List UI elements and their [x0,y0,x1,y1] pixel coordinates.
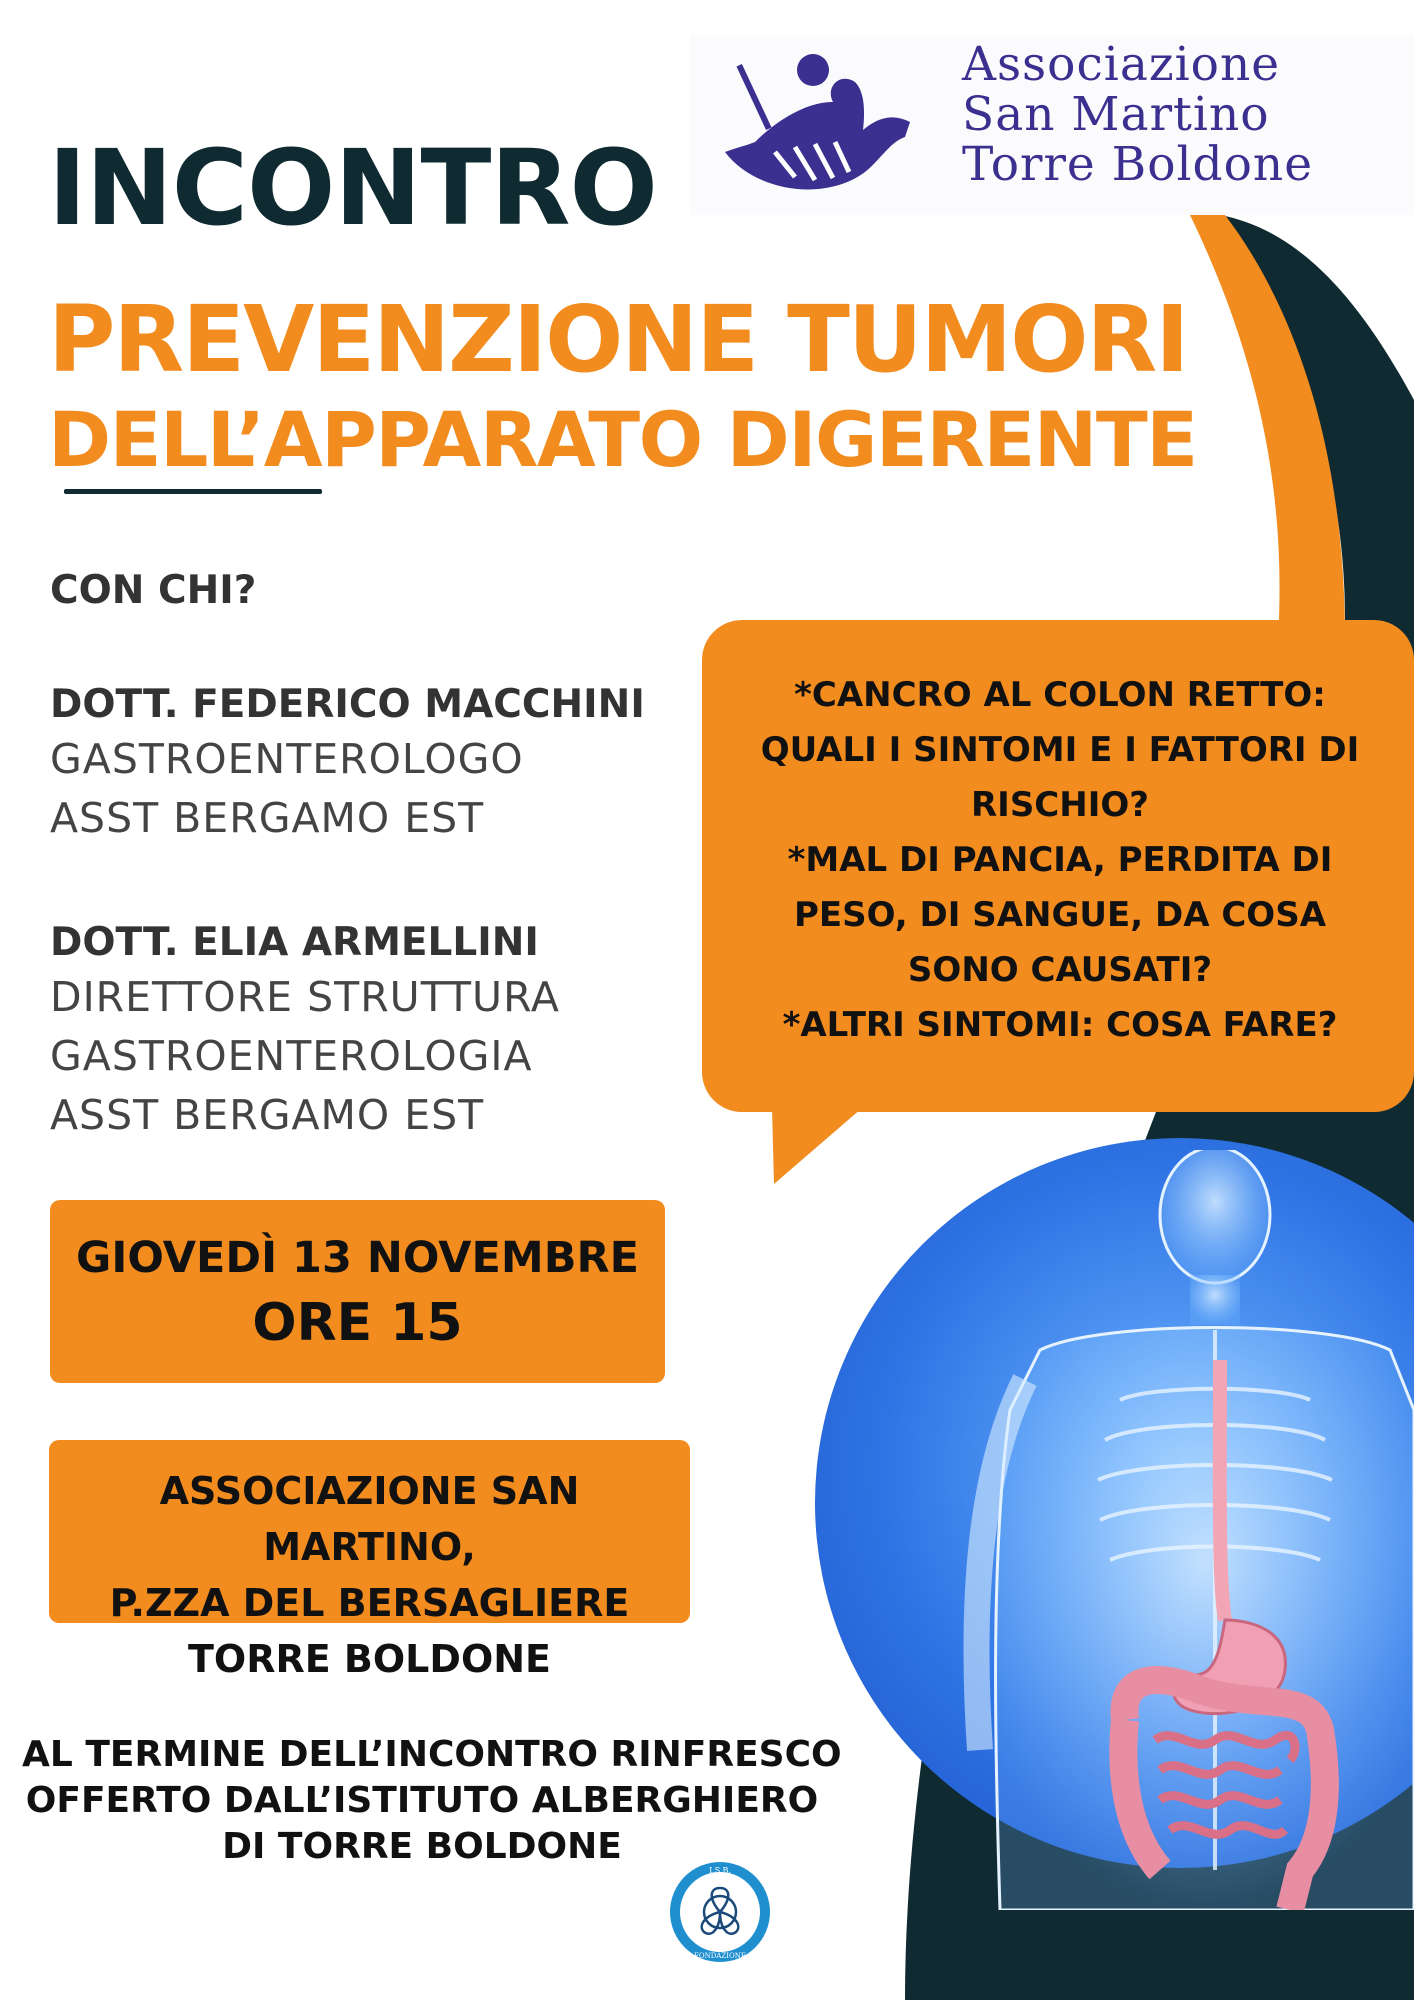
title-main: PREVENZIONE TUMORI [48,286,1188,393]
speaker-2 [50,918,560,1145]
speaker-role-line: GASTROENTEROLOGIA [50,1032,533,1080]
speaker-name: DOTT. ELIA ARMELLINI [50,920,539,965]
speakers-heading: CON CHI? [50,568,257,613]
location-line: TORRE BOLDONE [187,1637,552,1681]
location-line: ASSOCIAZIONE SAN MARTINO, [159,1469,580,1569]
footer-line: DI TORRE BOLDONE [222,1826,622,1867]
title-kicker: INCONTRO [48,127,657,249]
title-sub: DELL’APPARATO DIGERENTE [48,395,1197,484]
speaker-1 [50,680,645,848]
school-logo-icon [668,1860,772,1964]
footer-line: AL TERMINE DELL’INCONTRO RINFRESCO [22,1734,842,1775]
refreshment-note [22,1732,842,1870]
logo-line-2: San Martino [962,87,1270,142]
topics-list [730,668,1390,1053]
topic-line: *ALTRI SINTOMI: COSA FARE? [782,1005,1338,1045]
logo-line-3: Torre Boldone [962,137,1314,192]
event-date-box [50,1200,665,1383]
torso-silhouette [996,1328,1414,1911]
event-day: GIOVEDÌ 13 NOVEMBRE [76,1233,639,1283]
san-martino-emblem-icon [715,42,915,202]
esophagus [1220,1360,1225,1620]
event-location-box [49,1440,690,1681]
topic-line: PESO, DI SANGUE, DA COSA [793,895,1327,935]
school-logo-top-text: I.S.B. [709,1866,731,1875]
topic-line: SONO CAUSATI? [907,950,1213,990]
location-line: P.ZZA DEL BERSAGLIERE [109,1581,630,1625]
event-location [49,1463,690,1687]
speaker-role-line: GASTROENTEROLOGO [50,735,524,783]
digestive-system-illustration [820,1150,1414,1910]
speaker-role-line: ASST BERGAMO EST [50,1091,485,1139]
school-logo-bottom-text: FONDAZIONE [694,1952,746,1960]
neck-silhouette [1190,1275,1240,1325]
head-silhouette [1160,1150,1270,1283]
topic-line: *CANCRO AL COLON RETTO: [794,675,1326,715]
topic-line: *MAL DI PANCIA, PERDITA DI [787,840,1333,880]
topic-line: RISCHIO? [970,785,1149,825]
topic-line: QUALI I SINTOMI E I FATTORI DI [760,730,1360,770]
footer-line: OFFERTO DALL’ISTITUTO ALBERGHIERO [25,1780,819,1821]
association-logo-text [962,37,1392,192]
speaker-role-line: DIRETTORE STRUTTURA [50,973,560,1021]
speaker-role-line: ASST BERGAMO EST [50,794,485,842]
event-time: ORE 15 [252,1293,463,1353]
logo-line-1: Associazione [962,37,1281,92]
title-underline [64,489,322,494]
speaker-name: DOTT. FEDERICO MACCHINI [50,682,645,727]
